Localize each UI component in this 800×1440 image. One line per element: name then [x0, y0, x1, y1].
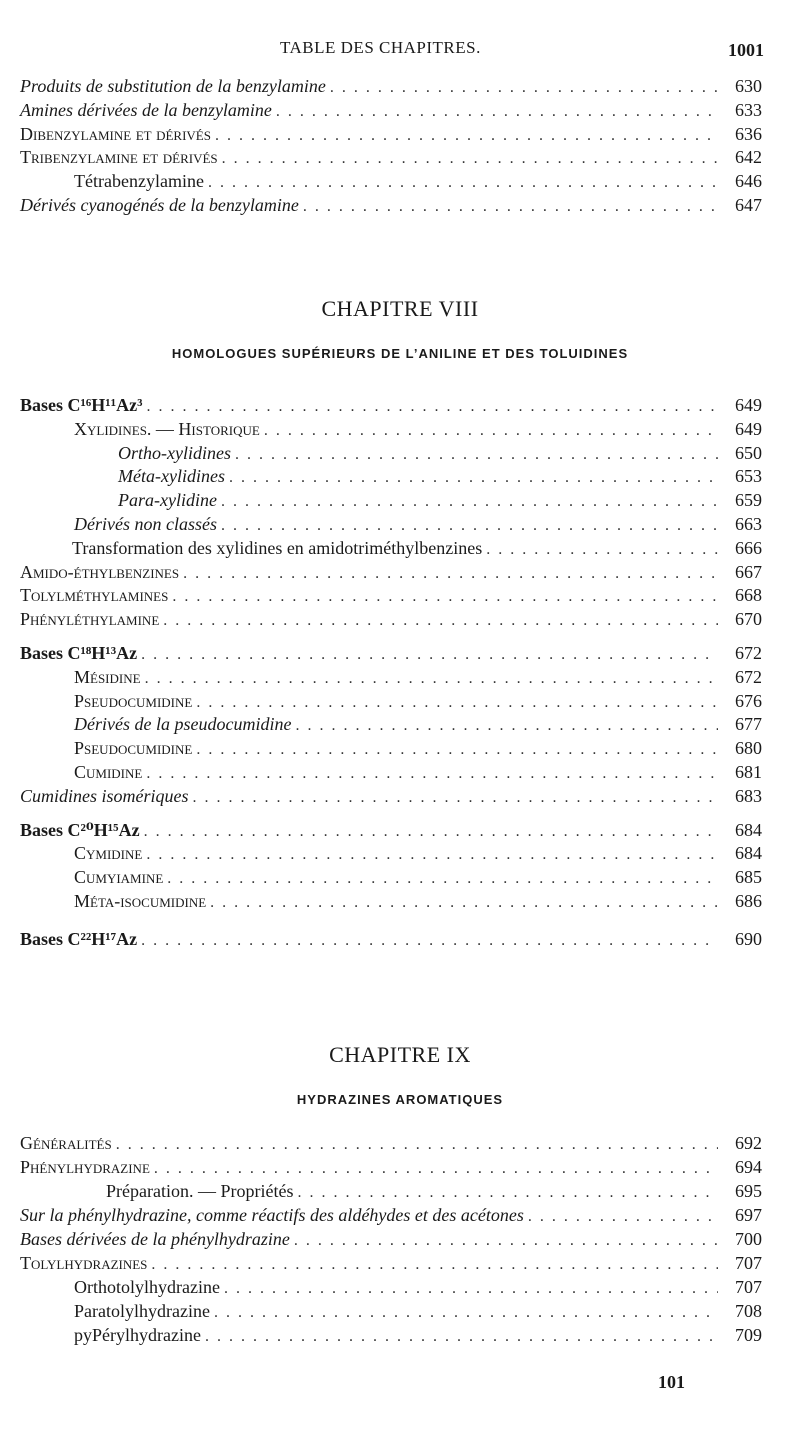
toc-entry [0, 689, 800, 713]
toc-entry-page: 707 [735, 1253, 762, 1273]
toc-entry [0, 1179, 800, 1203]
toc-entry-label: Amido-éthylbenzines [20, 561, 180, 582]
toc-entry-page: 672 [735, 666, 762, 687]
toc-leader-dots [145, 667, 718, 691]
toc-leader-dots [294, 1229, 718, 1253]
toc-entry-label: Mésidine [74, 666, 141, 687]
toc-entry-page: 653 [735, 466, 762, 487]
toc-entry [0, 889, 800, 913]
page-folio: 101 [658, 1372, 685, 1392]
toc-entry [0, 712, 800, 736]
toc-entry [0, 784, 800, 808]
toc-entry [0, 1227, 800, 1251]
toc-leader-dots [116, 1133, 718, 1157]
toc-entry [0, 760, 800, 784]
toc-entry [0, 193, 800, 217]
toc-entry-page: 666 [735, 537, 762, 558]
toc-entry-label: Phénylhydrazine [20, 1157, 150, 1177]
toc-leader-dots [141, 643, 718, 667]
toc-entry-label: Bases C¹⁶H¹¹Az³ [20, 395, 143, 415]
toc-leader-dots [222, 147, 718, 171]
toc-entry-label: Préparation. — Propriétés [106, 1181, 294, 1201]
toc-entry [0, 488, 800, 512]
toc-entry-page: 633 [735, 99, 762, 120]
toc-entry-label: Tétrabenzylamine [74, 171, 204, 192]
toc-entry-page: 708 [735, 1301, 762, 1321]
toc-entry [0, 1251, 800, 1275]
toc-entry-label: Xylidines. — Historique [74, 418, 260, 439]
toc-leader-dots [295, 714, 718, 738]
header-title: TABLE DES CHAPITRES. [280, 38, 481, 57]
toc-entry-label: Méta-isocumidine [74, 891, 207, 911]
toc-entry [0, 1275, 800, 1299]
toc-leader-dots [146, 762, 718, 786]
toc-entry-label: Pseudocumidine [74, 690, 193, 711]
toc-entry-page: 676 [735, 690, 762, 711]
toc-leader-dots [146, 843, 718, 867]
toc-leader-dots [163, 609, 718, 633]
toc-leader-dots [154, 1157, 718, 1181]
toc-leader-dots [183, 562, 718, 586]
toc-entry-label: Bases C²²H¹⁷Az [20, 928, 138, 949]
toc-entry-label: Phényléthylamine [20, 609, 160, 630]
toc-leader-dots [144, 820, 718, 844]
toc-leader-dots [208, 171, 718, 195]
toc-entry-page: 686 [735, 891, 762, 911]
toc-entry [0, 1323, 800, 1347]
toc-entry [0, 736, 800, 760]
toc-entry [0, 417, 800, 441]
toc-entry [0, 512, 800, 536]
toc-entry [0, 641, 800, 665]
toc-leader-dots [528, 1205, 718, 1229]
toc-entry-label: Dérivés cyanogénés de la benzylamine [20, 195, 299, 215]
toc-entry [0, 583, 800, 607]
toc-entry-page: 659 [735, 490, 762, 511]
toc-leader-dots [486, 538, 718, 562]
toc-leader-dots [151, 1253, 718, 1277]
toc-entry [0, 536, 800, 560]
toc-entry-label: Pseudocumidine [74, 738, 193, 759]
toc-entry-page: 684 [735, 819, 762, 840]
toc-entry-page: 670 [735, 609, 762, 630]
toc-entry-page: 649 [735, 395, 762, 415]
toc-entry-label: Cumidine [74, 762, 143, 782]
toc-entry-page: 663 [735, 514, 762, 534]
toc-leader-dots [330, 76, 718, 100]
toc-entry-label: Para-xylidine [118, 490, 217, 511]
toc-entry-page: 646 [735, 171, 762, 192]
toc-entry-label: Ortho-xylidines [118, 442, 231, 463]
toc-entry-label: Bases dérivées de la phénylhydrazine [20, 1229, 290, 1249]
toc-entry-page: 690 [735, 928, 762, 949]
toc-entry [0, 1203, 800, 1227]
toc-entry-page: 709 [735, 1325, 762, 1345]
toc-entry [0, 1131, 800, 1155]
toc-leader-dots [221, 514, 718, 538]
toc-entry-page: 697 [735, 1205, 762, 1225]
toc-entry-page: 650 [735, 442, 762, 463]
toc-entry-page: 694 [735, 1157, 762, 1177]
toc-entry-page: 668 [735, 585, 762, 606]
toc-entry-label: Cumidines isomériques [20, 785, 189, 806]
toc-entry-page: 681 [735, 762, 762, 782]
toc-entry-label: Bases C²⁰H¹⁵Az [20, 819, 140, 840]
toc-entry [0, 145, 800, 169]
toc-entry [0, 560, 800, 584]
toc-entry-page: 667 [735, 561, 762, 582]
toc-leader-dots [229, 466, 718, 490]
toc-entry-page: 672 [735, 643, 762, 663]
toc-entry-label: Tribenzylamine et dérivés [20, 147, 218, 168]
toc-leader-dots [221, 490, 718, 514]
toc-entry [0, 607, 800, 631]
toc-entry-page: 684 [735, 843, 762, 864]
toc-entry [0, 74, 800, 98]
toc-leader-dots [146, 395, 718, 419]
toc-leader-dots [303, 195, 718, 219]
toc-entry [0, 818, 800, 842]
toc-leader-dots [141, 929, 718, 953]
toc-entry [0, 441, 800, 465]
header-page-number: 1001 [728, 40, 764, 60]
toc-leader-dots [224, 1277, 718, 1301]
toc-leader-dots [196, 738, 718, 762]
toc-entry-label: Orthotolylhydrazine [74, 1277, 220, 1297]
toc-entry-label: Dérivés de la pseudocumidine [74, 714, 292, 735]
toc-entry [0, 1155, 800, 1179]
toc-entry [0, 464, 800, 488]
toc-leader-dots [276, 100, 718, 124]
toc-entry-label: Dérivés non classés [74, 514, 217, 534]
toc-entry-page: 695 [735, 1181, 762, 1201]
toc-entry-page: 680 [735, 738, 762, 759]
toc-entry-label: Méta-xylidines [118, 466, 225, 487]
toc-entry [0, 927, 800, 951]
toc-entry-label: Transformation des xylidines en amidotriméthylbenzines [72, 537, 483, 558]
toc-leader-dots [264, 419, 718, 443]
toc-entry [0, 1299, 800, 1323]
toc-entry-page: 636 [735, 123, 762, 144]
chapter-ix-subtitle: HYDRAZINES AROMATIQUES [296, 1092, 504, 1107]
toc-entry-label: Paratolylhydrazine [74, 1301, 210, 1321]
toc-entry-label: pyPérylhydrazine [74, 1325, 201, 1345]
chapter-viii-title: CHAPITRE VIII [321, 296, 479, 321]
toc-entry-label: Cymidine [74, 843, 143, 864]
toc-entry-page: 685 [735, 867, 762, 888]
toc-leader-dots [215, 124, 718, 148]
toc-entry-page: 630 [735, 76, 762, 96]
toc-leader-dots [193, 786, 719, 810]
toc-entry-page: 649 [735, 418, 762, 439]
toc-entry-label: Tolylméthylamines [20, 585, 169, 606]
toc-entry-page: 692 [735, 1133, 762, 1153]
toc-entry-page: 700 [735, 1229, 762, 1249]
toc-entry-label: Sur la phénylhydrazine, comme réactifs des aldéhydes et des acétones [20, 1205, 524, 1225]
toc-entry-label: Dibenzylamine et dérivés [20, 123, 211, 144]
toc-entry-label: Généralités [20, 1133, 112, 1153]
toc-leader-dots [196, 691, 718, 715]
toc-entry-page: 647 [735, 195, 762, 215]
chapter-viii-subtitle: HOMOLOGUES SUPÉRIEURS DE L’ANILINE ET DES TOLUIDINES [171, 346, 629, 361]
toc-entry [0, 98, 800, 122]
running-header [0, 38, 800, 66]
toc-leader-dots [297, 1181, 718, 1205]
toc-leader-dots [167, 867, 718, 891]
toc-entry-label: Produits de substitution de la benzylamine [20, 76, 326, 96]
toc-entry-label: Bases C¹⁸H¹³Az [20, 643, 138, 663]
toc-entry-page: 707 [735, 1277, 762, 1297]
toc-entry-page: 677 [735, 714, 762, 735]
toc-entry-label: Tolylhydrazines [20, 1253, 148, 1273]
toc-entry [0, 169, 800, 193]
toc-entry-page: 642 [735, 147, 762, 168]
toc-entry [0, 393, 800, 417]
toc-leader-dots [214, 1301, 718, 1325]
toc-leader-dots [210, 891, 718, 915]
toc-entry [0, 865, 800, 889]
chapter-ix-title: CHAPITRE IX [329, 1042, 471, 1067]
toc-entry-label: Amines dérivées de la benzylamine [20, 99, 272, 120]
toc-leader-dots [205, 1325, 718, 1349]
toc-entry-label: Cumyiamine [74, 867, 164, 888]
toc-leader-dots [172, 585, 718, 609]
toc-entry [0, 122, 800, 146]
toc-entry-page: 683 [735, 785, 762, 806]
toc-entry [0, 841, 800, 865]
toc-entry [0, 665, 800, 689]
toc-leader-dots [235, 443, 718, 467]
